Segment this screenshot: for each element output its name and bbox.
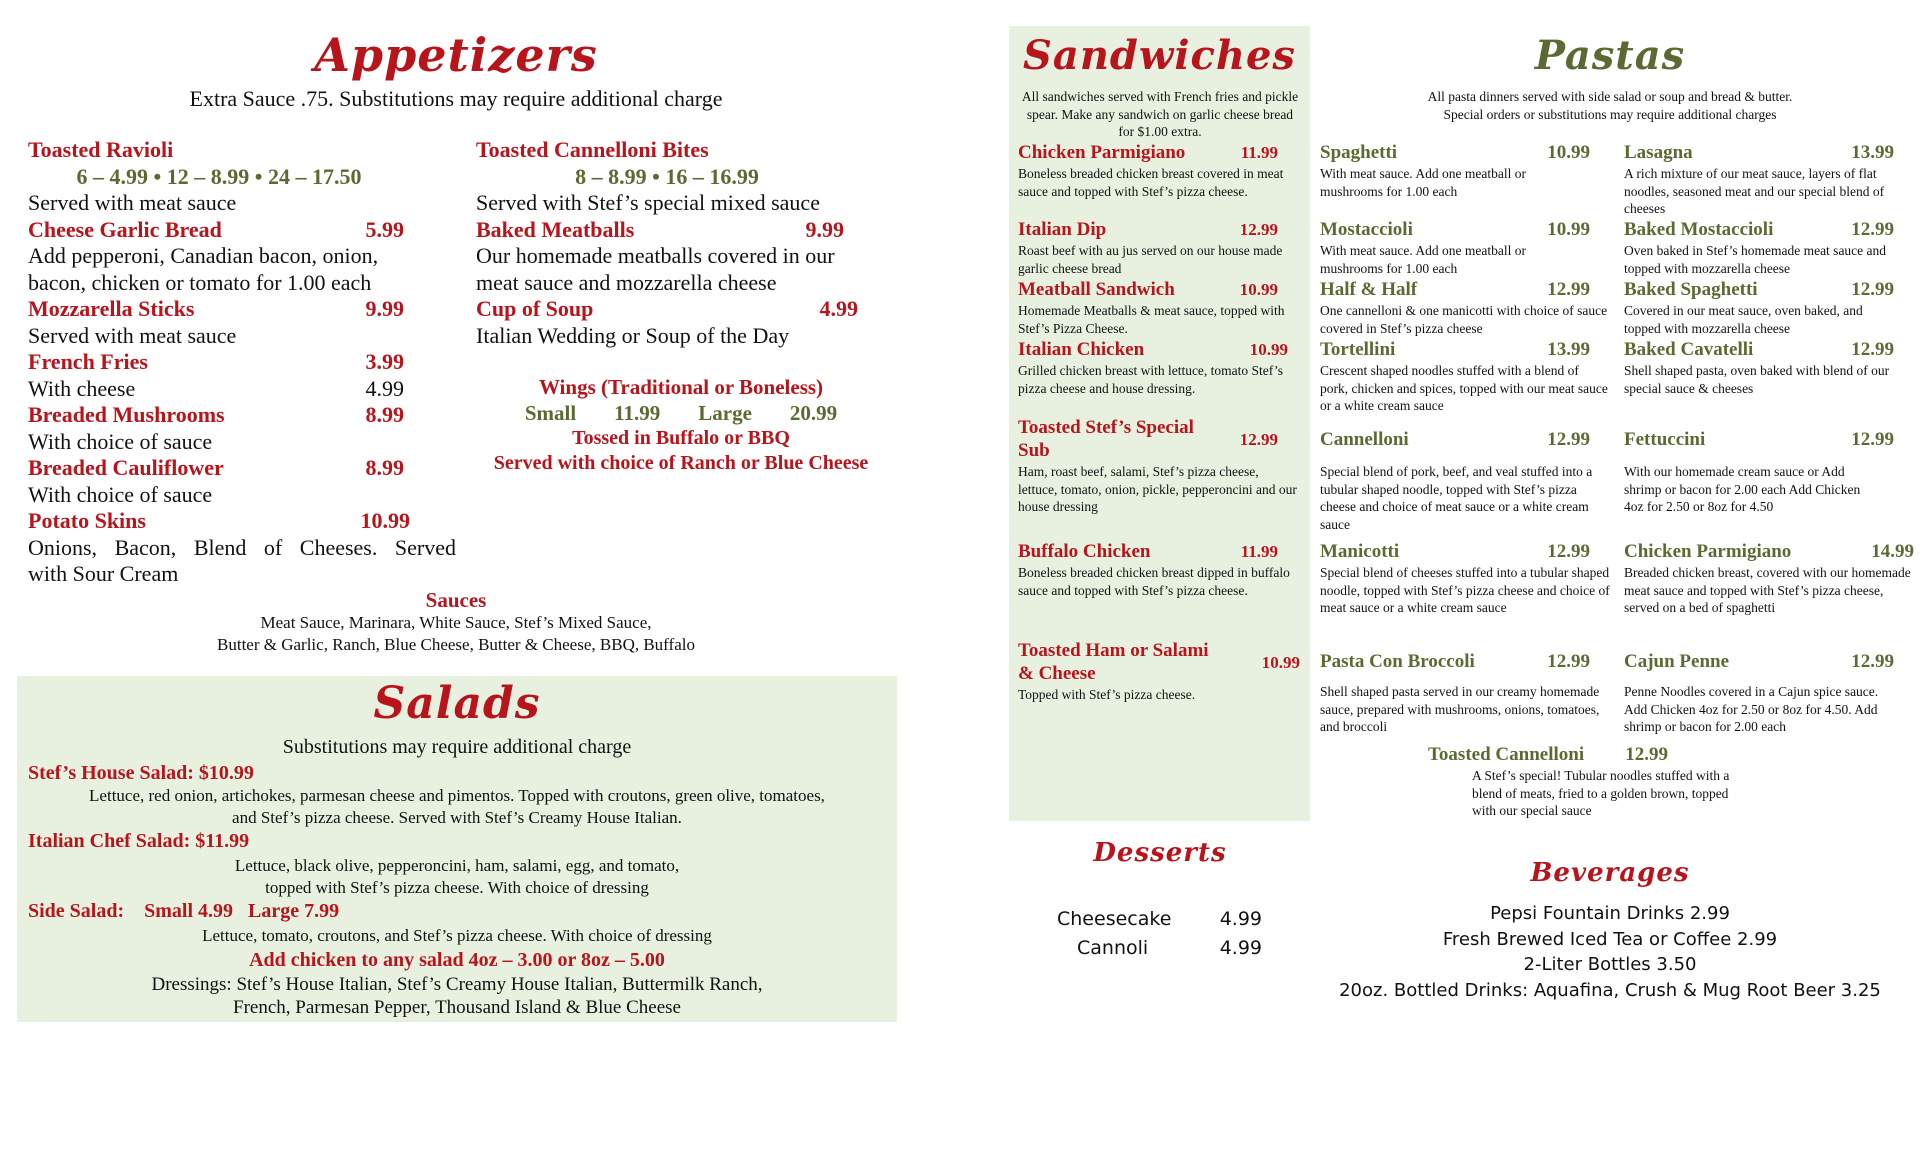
item-name: Baked Meatballs	[476, 216, 635, 242]
item-name: Mostaccioli	[1320, 219, 1413, 240]
item-name: Breaded Mushrooms	[28, 402, 225, 427]
item-name: Toasted Stef’s Special Sub	[1018, 417, 1194, 461]
item-description: Grilled chicken breast with lettuce, tomato Stef’s pizza cheese and house dressing.	[1018, 363, 1284, 396]
item-name: Italian Dip	[1018, 219, 1107, 240]
beverages-title: Beverages	[1530, 858, 1690, 888]
dressings-line1: Dressings: Stef’s House Italian, Stef’s Creamy House Italian, Buttermilk Ranch,	[151, 974, 763, 995]
item-description: Ham, roast beef, salami, Stef’s pizza cheese, lettuce, tomato, onion, pickle, pepperoncini and our house dressing	[1018, 464, 1297, 514]
pasta-spaghetti	[1320, 141, 1610, 200]
item-name: Baked Cavatelli	[1624, 339, 1754, 360]
pasta-cajun-penne	[1624, 650, 1914, 736]
item-description: Breaded chicken breast, covered with our homemade meat sauce and topped with Stef’s pizza cheese, served on a bed of spaghetti	[1624, 565, 1911, 615]
wings-title: Wings (Traditional or Boneless)	[538, 375, 824, 399]
beverage-pepsi: Pepsi Fountain Drinks 2.99	[1490, 903, 1730, 924]
item-price: 8.99	[365, 455, 404, 480]
wings-large-price: 20.99	[789, 401, 838, 425]
item-price: 13.99	[1851, 142, 1894, 163]
item-name: Cup of Soup	[476, 296, 594, 321]
item-price: 9.99	[365, 296, 404, 321]
item-name: Breaded Cauliflower	[28, 455, 224, 480]
dressings-list	[17, 973, 897, 1019]
item-price: 12.99	[1625, 744, 1668, 765]
menu-item-breaded-mushrooms	[28, 402, 410, 429]
item-price: 4.99	[819, 296, 858, 321]
item-name: Pasta Con Broccoli	[1320, 651, 1475, 672]
item-price: 11.99	[1240, 143, 1278, 162]
dessert-cannoli	[1057, 937, 1262, 959]
wings-sizes	[476, 400, 886, 426]
appetizers-subtitle: Extra Sauce .75. Substitutions may require additional charge	[189, 86, 723, 111]
item-description: Oven baked in Stef’s homemade meat sauce and topped with mozzarella cheese	[1624, 243, 1887, 276]
sandwiches-intro: All sandwiches served with French fries and pickle spear. Make any sandwich on garlic cheese bread for $1.00 extra.	[1021, 89, 1299, 139]
item-description: Boneless breaded chicken breast dipped in buffalo sauce and topped with Stef’s pizza cheese.	[1018, 565, 1290, 598]
item-name: Baked Spaghetti	[1624, 279, 1758, 300]
item-price: 12.99	[1547, 429, 1590, 450]
appetizers-right-column	[476, 137, 858, 349]
menu-item-potato-skins	[28, 508, 410, 535]
item-name: Toasted Ravioli	[28, 137, 174, 162]
salads-title: Salads	[373, 678, 541, 729]
item-description: Homemade Meatballs & meat sauce, topped with Stef’s Pizza Cheese.	[1018, 303, 1285, 336]
menu-item-toasted-cannelloni-bites	[476, 137, 858, 164]
pasta-manicotti	[1320, 540, 1610, 617]
item-description: With meat sauce. Add one meatball or mushrooms for 1.00 each	[1320, 243, 1527, 276]
menu-item-breaded-cauliflower	[28, 455, 410, 482]
pastas-intro	[1330, 88, 1890, 123]
item-price: 12.99	[1547, 541, 1590, 562]
item-price: 12.99	[1851, 339, 1894, 360]
item-price: 12.99	[1239, 429, 1278, 449]
item-price: 10.99	[1547, 219, 1590, 240]
item-description: Served with Stef’s special mixed sauce	[476, 190, 820, 215]
item-price: 5.99	[365, 216, 404, 242]
item-name: Cheesecake	[1057, 908, 1172, 930]
house-salad-heading: Stef’s House Salad: $10.99	[28, 762, 254, 784]
dressings-line2: French, Parmesan Pepper, Thousand Island & Blue Cheese	[233, 997, 681, 1018]
item-name: Lasagna	[1624, 142, 1693, 163]
sauces-list-line1: Meat Sauce, Marinara, White Sauce, Stef’s Mixed Sauce,	[260, 613, 652, 632]
item-price: 8.99	[365, 402, 404, 427]
pasta-baked-spaghetti	[1624, 278, 1914, 337]
item-name: Italian Chicken	[1018, 339, 1145, 360]
item-price: 9.99	[805, 216, 844, 242]
item-price: 10.99	[1547, 142, 1590, 163]
pasta-toasted-cannelloni	[1428, 744, 1668, 766]
item-price: 14.99	[1871, 541, 1914, 562]
menu-item-mozzarella-sticks	[28, 296, 410, 323]
pasta-half-and-half	[1320, 278, 1610, 337]
item-name: Cajun Penne	[1624, 651, 1730, 672]
menu-item-toasted-ravioli	[28, 137, 410, 164]
item-description: Special blend of pork, beef, and veal stuffed into a tubular shaped noodle, topped with Stef’s pizza cheese and choice of meat sauce or a white cream sauce	[1320, 464, 1593, 532]
item-description: A rich mixture of our meat sauce, layers of flat noodles, seasoned meat and our special blend of cheeses	[1624, 166, 1885, 216]
add-chicken-note: Add chicken to any salad 4oz – 3.00 or 8oz – 5.00	[249, 949, 665, 971]
item-name: Mozzarella Sticks	[28, 296, 195, 321]
appetizers-title: Appetizers	[314, 28, 598, 82]
wings-block	[476, 374, 886, 476]
item-description: Crescent shaped noodles stuffed with a blend of pork, chicken and spices, topped with our meat sauce or a white cream sauce	[1320, 363, 1608, 413]
house-salad-line2: and Stef’s pizza cheese. Served with Stef’s Creamy House Italian.	[232, 808, 682, 827]
pasta-fettuccini	[1624, 428, 1914, 516]
menu-item-baked-meatballs	[476, 217, 844, 244]
item-name: Fettuccini	[1624, 429, 1706, 450]
sandwich-stefs-special-sub	[1018, 416, 1300, 516]
item-name: Toasted Ham or Salami & Cheese	[1018, 640, 1209, 684]
pasta-con-broccoli	[1320, 650, 1610, 736]
item-description: With cheese	[28, 375, 136, 401]
item-description: Special blend of cheeses stuffed into a tubular shaped noodle, topped with Stef’s pizza cheese and choice of meat sauce or a white cream sauce	[1320, 565, 1610, 615]
sauces-list-line2: Butter & Garlic, Ranch, Blue Cheese, Butter & Cheese, BBQ, Buffalo	[217, 635, 695, 654]
pasta-mostaccioli	[1320, 218, 1610, 277]
item-name: Cheese Garlic Bread	[28, 216, 222, 242]
item-price: 10.99	[1249, 340, 1288, 359]
sandwich-italian-dip	[1018, 218, 1300, 277]
wings-small-price: 11.99	[614, 401, 661, 425]
item-description: Served with meat sauce	[28, 190, 237, 215]
item-description: With our homemade cream sauce or Add shrimp or bacon for 2.00 each Add Chicken 4oz for 2.50 or 8oz for 4.50	[1624, 464, 1861, 514]
house-salad-description	[17, 785, 897, 829]
item-price: 10.99	[360, 508, 410, 533]
sauces-block	[0, 588, 912, 656]
item-price: 10.99	[1239, 280, 1278, 299]
pasta-baked-cavatelli	[1624, 338, 1914, 397]
sandwich-italian-chicken	[1018, 338, 1300, 397]
item-price: 10.99	[1261, 652, 1300, 672]
item-name: Spaghetti	[1320, 142, 1398, 163]
item-description: Topped with Stef’s pizza cheese.	[1018, 687, 1196, 702]
item-name: French Fries	[28, 349, 148, 374]
item-description: Roast beef with au jus served on our house made garlic cheese bread	[1018, 243, 1283, 276]
item-name: Baked Mostaccioli	[1624, 219, 1774, 240]
item-description: Boneless breaded chicken breast covered in meat sauce and topped with Stef’s pizza cheese.	[1018, 166, 1284, 199]
chef-salad-heading: Italian Chef Salad: $11.99	[28, 830, 250, 852]
item-name: Cannelloni	[1320, 429, 1409, 450]
item-price: 12.99	[1851, 219, 1894, 240]
pasta-baked-mostaccioli	[1624, 218, 1914, 277]
item-name: Half & Half	[1320, 279, 1418, 300]
item-description: Onions, Bacon, Blend of Cheeses. Served	[28, 534, 456, 560]
item-name: Potato Skins	[28, 508, 146, 533]
item-description: Shell shaped pasta, oven baked with blend of our special sauce & cheeses	[1624, 363, 1890, 396]
appetizers-left-column	[28, 137, 456, 588]
item-name: Toasted Cannelloni Bites	[476, 137, 709, 162]
item-name: Manicotti	[1320, 541, 1400, 562]
pastas-intro-line2: Special orders or substitutions may require additional charges	[1443, 106, 1777, 122]
item-description: With meat sauce. Add one meatball or mushrooms for 1.00 each	[1320, 166, 1527, 199]
item-description: Add pepperoni, Canadian bacon, onion, bacon, chicken or tomato for 1.00 each	[28, 243, 379, 295]
salads-subtitle: Substitutions may require additional charge	[282, 736, 632, 758]
item-description: One cannelloni & one manicotti with choice of sauce covered in Stef’s pizza cheese	[1320, 303, 1608, 336]
item-name: Toasted Cannelloni	[1428, 744, 1585, 765]
sandwich-meatball	[1018, 278, 1300, 337]
wings-large-label: Large	[698, 401, 752, 425]
pasta-chicken-parmigiano	[1624, 540, 1914, 617]
sauces-title: Sauces	[425, 588, 487, 612]
item-name: Buffalo Chicken	[1018, 541, 1151, 562]
item-description: Covered in our meat sauce, oven baked, and topped with mozzarella cheese	[1624, 303, 1863, 336]
pasta-toasted-cannelloni-description: A Stef’s special! Tubular noodles stuffed with a blend of meats, fried to a golden brown, topped with our special sauce	[1472, 768, 1730, 818]
pasta-cannelloni	[1320, 428, 1610, 533]
item-description: Shell shaped pasta served in our creamy homemade sauce, prepared with mushrooms, onions, tomatoes, and broccoli	[1320, 684, 1600, 734]
item-price: 3.99	[365, 349, 404, 374]
side-salad-heading: Side Salad: Small 4.99 Large 7.99	[28, 900, 340, 922]
chef-salad-line2: topped with Stef’s pizza cheese. With choice of dressing	[265, 878, 649, 897]
item-price: 12.99	[1239, 220, 1278, 239]
item-size-prices: 8 – 8.99 • 16 – 16.99	[575, 163, 759, 189]
beverage-bottled-drinks: 20oz. Bottled Drinks: Aquafina, Crush & Mug Root Beer 3.25	[1339, 980, 1881, 1001]
item-price: 4.99	[1219, 908, 1262, 930]
side-salad-description: Lettuce, tomato, croutons, and Stef’s pizza cheese. With choice of dressing	[202, 926, 712, 945]
beverage-tea-coffee: Fresh Brewed Iced Tea or Coffee 2.99	[1442, 929, 1778, 950]
item-name: Tortellini	[1320, 339, 1396, 360]
beverage-2-liter: 2-Liter Bottles 3.50	[1523, 954, 1697, 975]
item-price: 12.99	[1547, 279, 1590, 300]
item-description: Penne Noodles covered in a Cajun spice sauce. Add Chicken 4oz for 2.50 or 8oz for 4.50. Add shrimp or bacon for 2.00 each	[1624, 684, 1879, 734]
pastas-intro-line1: All pasta dinners served with side salad or soup and bread & butter.	[1427, 89, 1793, 104]
item-price: 12.99	[1851, 651, 1894, 672]
item-description: Served with meat sauce	[28, 322, 237, 348]
item-name: Chicken Parmigiano	[1624, 541, 1792, 562]
item-price: 4.99	[1219, 937, 1262, 959]
pasta-tortellini	[1320, 338, 1610, 415]
menu-item-cheese-garlic-bread	[28, 217, 410, 244]
item-addon-price: 4.99	[365, 375, 404, 401]
item-price: 12.99	[1547, 651, 1590, 672]
sandwich-toasted-ham-or-salami	[1018, 639, 1300, 704]
sandwich-buffalo-chicken	[1018, 540, 1300, 599]
item-price: 13.99	[1547, 339, 1590, 360]
item-description: With choice of sauce	[28, 428, 213, 454]
item-description-line2: with Sour Cream	[28, 561, 179, 586]
dessert-cheesecake	[1057, 908, 1262, 930]
item-description: Italian Wedding or Soup of the Day	[476, 322, 790, 348]
menu-item-cup-of-soup	[476, 296, 858, 323]
sandwich-chicken-parmigiano	[1018, 141, 1300, 200]
wings-note-dip: Served with choice of Ranch or Blue Cheese	[493, 452, 869, 474]
wings-note-sauce: Tossed in Buffalo or BBQ	[572, 427, 790, 449]
sandwiches-title: Sandwiches	[1023, 32, 1296, 79]
wings-small-label: Small	[524, 401, 577, 425]
pastas-title: Pastas	[1534, 32, 1686, 79]
item-description: With choice of sauce	[28, 481, 213, 507]
chef-salad-line1: Lettuce, black olive, pepperoncini, ham, salami, egg, and tomato,	[234, 856, 680, 875]
item-price: 12.99	[1851, 429, 1894, 450]
item-size-prices: 6 – 4.99 • 12 – 8.99 • 24 – 17.50	[76, 163, 362, 189]
item-description: Our homemade meatballs covered in our meat sauce and mozzarella cheese	[476, 243, 835, 295]
item-price: 12.99	[1851, 279, 1894, 300]
pasta-lasagna	[1624, 141, 1914, 218]
item-price: 11.99	[1240, 542, 1278, 561]
menu-item-french-fries	[28, 349, 410, 376]
item-name: Chicken Parmigiano	[1018, 142, 1186, 163]
item-name: Cannoli	[1077, 937, 1149, 959]
chef-salad-description	[17, 855, 897, 899]
desserts-title: Desserts	[1093, 838, 1227, 868]
house-salad-line1: Lettuce, red onion, artichokes, parmesan cheese and pimentos. Topped with croutons, green olive, tomatoes,	[89, 786, 825, 805]
item-name: Meatball Sandwich	[1018, 279, 1175, 300]
